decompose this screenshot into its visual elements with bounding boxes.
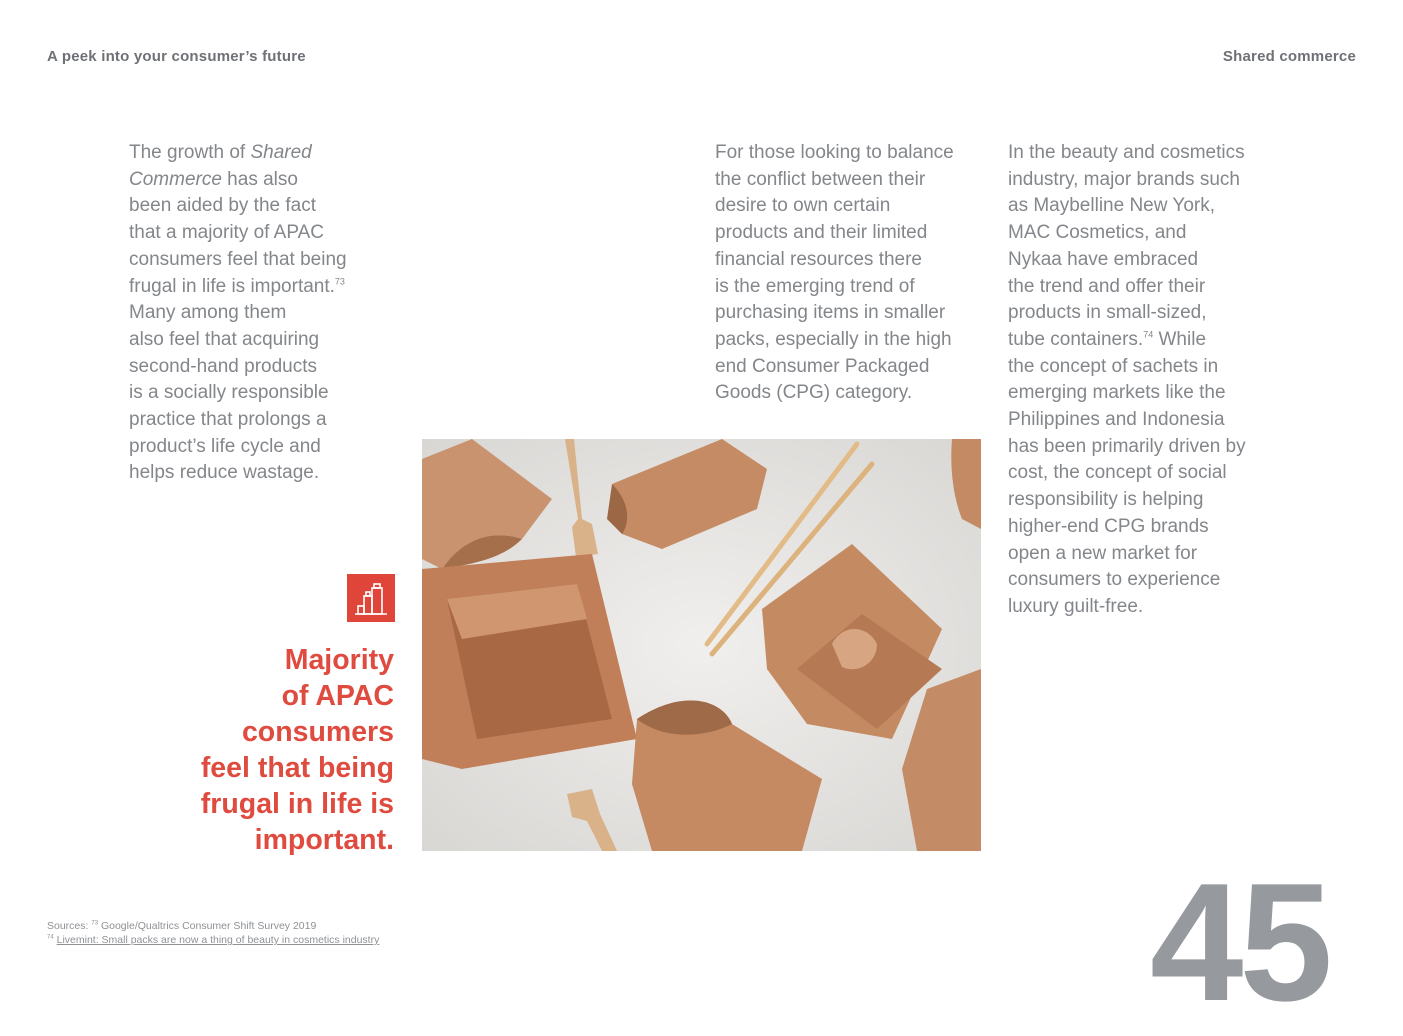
source-73-text: Google/Qualtrics Consumer Shift Survey 2019 (98, 920, 317, 932)
col3-text-b: While the concept of sachets in emerging markets like the Philippines and Indonesia has been primarily driven by cost, the concept of social responsibility is helping higher-end CPG brands open a new market for consumers to experience luxury guilt-free. (1008, 328, 1246, 617)
source-74-link[interactable]: Livemint: Small packs are now a thing of beauty in cosmetics industry (56, 934, 380, 946)
source-74 (47, 933, 379, 947)
body-column-2: For those looking to balance the conflict between their desire to own certain products and their limited financial resources there is the emerging trend of purchasing items in smaller packs, especially in the high end Consumer Packaged Goods (CPG) category. (715, 142, 954, 404)
col1-text-c: Many among them also feel that acquiring second-hand products is a socially responsible practice that prolongs a product’s life cycle and helps reduce wastage. (129, 302, 329, 484)
source-74-ref: 74 (47, 934, 54, 941)
sources-footnotes (47, 919, 379, 947)
running-header-title: A peek into your consumer’s future (47, 48, 306, 65)
section-name: Shared commerce (1222, 48, 1356, 65)
page-number: 45 (1150, 848, 1329, 1036)
col1-text-a: The growth of (129, 142, 251, 163)
col1-italic: Shared Commerce (129, 142, 312, 190)
col1-text-b: has also been aided by the fact that a majority of APAC consumers feel that being frugal in life is important. (129, 168, 347, 297)
footnote-ref-74: 74 (1143, 329, 1154, 340)
body-column-3 (1008, 140, 1278, 621)
bottles-icon (347, 574, 395, 622)
sources-label: Sources: (47, 920, 92, 932)
source-73-ref: 73 (91, 920, 99, 927)
col3-text-a: In the beauty and cosmetics industry, major brands such as Maybelline New York, MAC Cosmetics, and Nykaa have embraced the trend and offer their products in small-sized, tube containers. (1008, 142, 1245, 350)
footnote-ref-73: 73 (334, 276, 345, 287)
packaging-photo (422, 439, 981, 851)
source-73 (47, 919, 379, 933)
body-column-1 (129, 140, 379, 487)
pull-quote: Majority of APAC consumers feel that being frugal in life is important. (200, 644, 394, 856)
